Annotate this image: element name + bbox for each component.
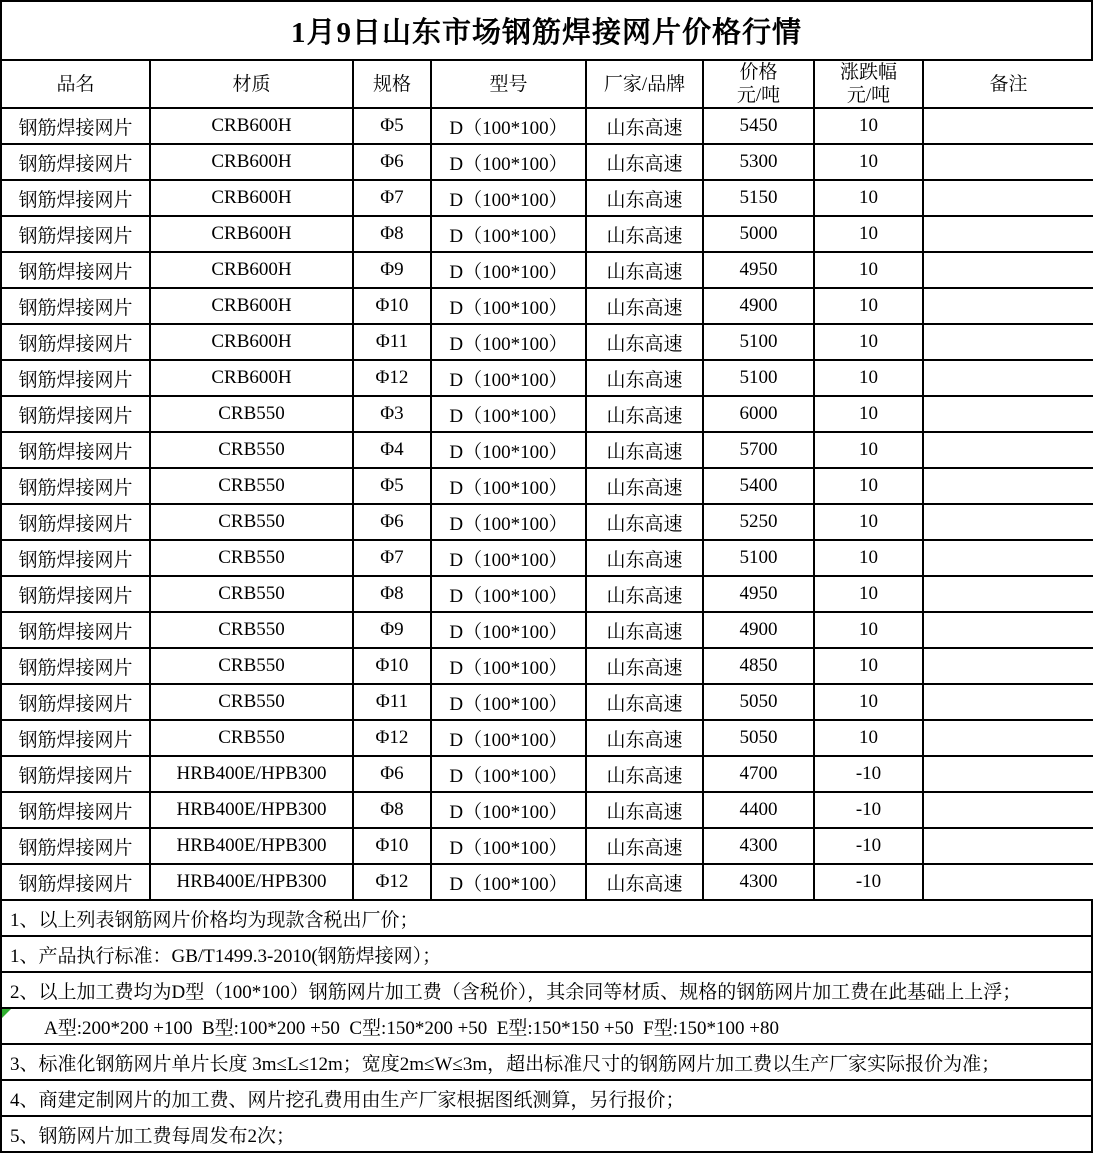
cell-model: D（100*100） xyxy=(431,684,586,720)
cell-price: 5100 xyxy=(703,540,814,576)
cell-spec: Φ5 xyxy=(353,468,431,504)
cell-brand: 山东高速 xyxy=(586,468,703,504)
cell-product: 钢筋焊接网片 xyxy=(1,720,150,756)
column-header-sublabel: 元/吨 xyxy=(736,85,781,106)
column-header-label: 备注 xyxy=(989,73,1028,95)
cell-brand: 山东高速 xyxy=(586,720,703,756)
column-header-label: 价格 xyxy=(739,62,778,83)
cell-model: D（100*100） xyxy=(431,108,586,144)
cell-price: 5450 xyxy=(703,108,814,144)
cell-spec: Φ8 xyxy=(353,576,431,612)
cell-product: 钢筋焊接网片 xyxy=(1,108,150,144)
column-header-price xyxy=(703,60,814,108)
page-title: 1月9日山东市场钢筋焊接网片价格行情 xyxy=(0,0,1093,59)
cell-spec: Φ8 xyxy=(353,216,431,252)
cell-product: 钢筋焊接网片 xyxy=(1,288,150,324)
cell-model: D（100*100） xyxy=(431,468,586,504)
cell-change: 10 xyxy=(814,468,923,504)
cell-product: 钢筋焊接网片 xyxy=(1,684,150,720)
cell-spec: Φ12 xyxy=(353,360,431,396)
note-row xyxy=(0,1117,1093,1153)
column-header-label: 规格 xyxy=(372,73,411,95)
cell-spec: Φ4 xyxy=(353,432,431,468)
cell-material: CRB550 xyxy=(150,468,353,504)
column-header-remark xyxy=(923,60,1093,108)
cell-change: 10 xyxy=(814,396,923,432)
cell-spec: Φ6 xyxy=(353,504,431,540)
cell-product: 钢筋焊接网片 xyxy=(1,828,150,864)
cell-spec: Φ6 xyxy=(353,144,431,180)
cell-material: CRB550 xyxy=(150,396,353,432)
note-row xyxy=(0,937,1093,973)
cell-model: D（100*100） xyxy=(431,432,586,468)
cell-brand: 山东高速 xyxy=(586,864,703,900)
cell-brand: 山东高速 xyxy=(586,828,703,864)
table-row xyxy=(1,684,1093,720)
table-row xyxy=(1,324,1093,360)
cell-product: 钢筋焊接网片 xyxy=(1,144,150,180)
cell-material: HRB400E/HPB300 xyxy=(150,828,353,864)
cell-change: 10 xyxy=(814,288,923,324)
cell-spec: Φ9 xyxy=(353,252,431,288)
cell-price: 5050 xyxy=(703,684,814,720)
cell-price: 5250 xyxy=(703,504,814,540)
table-row xyxy=(1,108,1093,144)
cell-spec: Φ8 xyxy=(353,792,431,828)
note-text: 4、商建定制网片的加工费、网片挖孔费用由生产厂家根据图纸测算，另行报价； xyxy=(10,1089,685,1111)
cell-product: 钢筋焊接网片 xyxy=(1,252,150,288)
column-header-sublabel: 元/吨 xyxy=(846,85,891,106)
cell-remark xyxy=(923,576,1093,612)
cell-material: CRB550 xyxy=(150,648,353,684)
cell-material: HRB400E/HPB300 xyxy=(150,756,353,792)
cell-change: 10 xyxy=(814,720,923,756)
cell-price: 4900 xyxy=(703,288,814,324)
cell-brand: 山东高速 xyxy=(586,288,703,324)
cell-remark xyxy=(923,540,1093,576)
cell-spec: Φ11 xyxy=(353,324,431,360)
cell-spec: Φ3 xyxy=(353,396,431,432)
note-row xyxy=(0,973,1093,1009)
cell-brand: 山东高速 xyxy=(586,180,703,216)
cell-product: 钢筋焊接网片 xyxy=(1,324,150,360)
column-header-material xyxy=(150,60,353,108)
cell-price: 5100 xyxy=(703,324,814,360)
cell-material: CRB550 xyxy=(150,432,353,468)
note-row xyxy=(0,1009,1093,1045)
cell-remark xyxy=(923,396,1093,432)
cell-brand: 山东高速 xyxy=(586,432,703,468)
cell-spec: Φ10 xyxy=(353,288,431,324)
table-row xyxy=(1,288,1093,324)
cell-brand: 山东高速 xyxy=(586,144,703,180)
cell-product: 钢筋焊接网片 xyxy=(1,360,150,396)
cell-brand: 山东高速 xyxy=(586,756,703,792)
table-header xyxy=(1,60,1093,108)
cell-product: 钢筋焊接网片 xyxy=(1,396,150,432)
cell-model: D（100*100） xyxy=(431,828,586,864)
cell-remark xyxy=(923,756,1093,792)
cell-brand: 山东高速 xyxy=(586,324,703,360)
cell-model: D（100*100） xyxy=(431,540,586,576)
table-row xyxy=(1,360,1093,396)
cell-remark xyxy=(923,432,1093,468)
cell-change: 10 xyxy=(814,360,923,396)
cell-material: CRB600H xyxy=(150,324,353,360)
note-text: 1、产品执行标准：GB/T1499.3-2010(钢筋焊接网）； xyxy=(10,945,442,967)
table-row xyxy=(1,648,1093,684)
cell-spec: Φ12 xyxy=(353,864,431,900)
table-row xyxy=(1,468,1093,504)
cell-brand: 山东高速 xyxy=(586,540,703,576)
cell-model: D（100*100） xyxy=(431,288,586,324)
cell-change: 10 xyxy=(814,504,923,540)
cell-brand: 山东高速 xyxy=(586,504,703,540)
cell-change: 10 xyxy=(814,180,923,216)
cell-material: CRB550 xyxy=(150,540,353,576)
column-header-label: 型号 xyxy=(489,73,528,95)
note-text: 2、以上加工费均为D型（100*100）钢筋网片加工费（含税价），其余同等材质、规格的钢筋网片加工费在此基础上上浮； xyxy=(10,981,1022,1003)
table-row xyxy=(1,144,1093,180)
table-row xyxy=(1,504,1093,540)
table-row xyxy=(1,432,1093,468)
cell-spec: Φ7 xyxy=(353,180,431,216)
note-text: A型:200*200 +100 B型:100*200 +50 C型:150*200 +50 E型:150*150 +50 F型:150*100 +80 xyxy=(44,1017,779,1039)
cell-remark xyxy=(923,504,1093,540)
price-table xyxy=(0,59,1093,901)
cell-remark xyxy=(923,612,1093,648)
table-row xyxy=(1,576,1093,612)
column-header-label: 材质 xyxy=(232,73,271,95)
cell-brand: 山东高速 xyxy=(586,216,703,252)
column-header-spec xyxy=(353,60,431,108)
cell-remark xyxy=(923,324,1093,360)
cell-change: 10 xyxy=(814,648,923,684)
cell-brand: 山东高速 xyxy=(586,684,703,720)
cell-product: 钢筋焊接网片 xyxy=(1,792,150,828)
cell-remark xyxy=(923,180,1093,216)
cell-change: 10 xyxy=(814,252,923,288)
cell-product: 钢筋焊接网片 xyxy=(1,648,150,684)
table-row xyxy=(1,864,1093,900)
cell-model: D（100*100） xyxy=(431,360,586,396)
column-header-product xyxy=(1,60,150,108)
cell-material: CRB600H xyxy=(150,144,353,180)
column-header-label: 厂家/品牌 xyxy=(603,73,686,95)
cell-remark xyxy=(923,144,1093,180)
cell-spec: Φ10 xyxy=(353,648,431,684)
cell-remark xyxy=(923,216,1093,252)
cell-remark xyxy=(923,828,1093,864)
note-row xyxy=(0,1045,1093,1081)
cell-price: 5100 xyxy=(703,360,814,396)
cell-remark xyxy=(923,720,1093,756)
column-header-model xyxy=(431,60,586,108)
cell-price: 4900 xyxy=(703,612,814,648)
cell-brand: 山东高速 xyxy=(586,252,703,288)
cell-product: 钢筋焊接网片 xyxy=(1,540,150,576)
column-header-brand xyxy=(586,60,703,108)
cell-change: 10 xyxy=(814,540,923,576)
cell-product: 钢筋焊接网片 xyxy=(1,612,150,648)
cell-change: -10 xyxy=(814,828,923,864)
cell-brand: 山东高速 xyxy=(586,576,703,612)
cell-model: D（100*100） xyxy=(431,720,586,756)
table-row xyxy=(1,828,1093,864)
cell-material: CRB600H xyxy=(150,180,353,216)
cell-product: 钢筋焊接网片 xyxy=(1,504,150,540)
cell-model: D（100*100） xyxy=(431,756,586,792)
notes-section xyxy=(0,901,1093,1153)
cell-brand: 山东高速 xyxy=(586,612,703,648)
cell-remark xyxy=(923,360,1093,396)
cell-price: 4950 xyxy=(703,252,814,288)
cell-change: 10 xyxy=(814,144,923,180)
cell-model: D（100*100） xyxy=(431,216,586,252)
cell-model: D（100*100） xyxy=(431,792,586,828)
cell-remark xyxy=(923,684,1093,720)
cell-product: 钢筋焊接网片 xyxy=(1,756,150,792)
cell-change: -10 xyxy=(814,864,923,900)
cell-model: D（100*100） xyxy=(431,864,586,900)
cell-spec: Φ7 xyxy=(353,540,431,576)
note-row xyxy=(0,1081,1093,1117)
cell-model: D（100*100） xyxy=(431,576,586,612)
cell-product: 钢筋焊接网片 xyxy=(1,576,150,612)
cell-material: CRB550 xyxy=(150,684,353,720)
cell-brand: 山东高速 xyxy=(586,792,703,828)
note-row xyxy=(0,901,1093,937)
cell-error-marker-icon xyxy=(2,1009,11,1018)
table-row xyxy=(1,612,1093,648)
cell-price: 4700 xyxy=(703,756,814,792)
cell-price: 5050 xyxy=(703,720,814,756)
cell-spec: Φ12 xyxy=(353,720,431,756)
cell-product: 钢筋焊接网片 xyxy=(1,432,150,468)
cell-model: D（100*100） xyxy=(431,324,586,360)
cell-change: 10 xyxy=(814,324,923,360)
table-row xyxy=(1,756,1093,792)
cell-remark xyxy=(923,252,1093,288)
cell-brand: 山东高速 xyxy=(586,648,703,684)
cell-change: 10 xyxy=(814,576,923,612)
cell-material: CRB600H xyxy=(150,216,353,252)
table-row xyxy=(1,540,1093,576)
cell-product: 钢筋焊接网片 xyxy=(1,180,150,216)
note-text: 1、以上列表钢筋网片价格均为现款含税出厂价； xyxy=(10,909,419,931)
cell-material: HRB400E/HPB300 xyxy=(150,864,353,900)
cell-price: 5300 xyxy=(703,144,814,180)
table-row xyxy=(1,216,1093,252)
cell-brand: 山东高速 xyxy=(586,396,703,432)
table-row xyxy=(1,180,1093,216)
column-header-label: 涨跌幅 xyxy=(839,62,897,83)
cell-remark xyxy=(923,648,1093,684)
cell-price: 5000 xyxy=(703,216,814,252)
table-row xyxy=(1,792,1093,828)
cell-material: CRB550 xyxy=(150,612,353,648)
cell-material: CRB550 xyxy=(150,576,353,612)
cell-material: CRB550 xyxy=(150,504,353,540)
cell-product: 钢筋焊接网片 xyxy=(1,216,150,252)
cell-model: D（100*100） xyxy=(431,612,586,648)
cell-price: 4850 xyxy=(703,648,814,684)
cell-price: 5150 xyxy=(703,180,814,216)
column-header-change xyxy=(814,60,923,108)
cell-brand: 山东高速 xyxy=(586,360,703,396)
cell-material: CRB550 xyxy=(150,720,353,756)
cell-remark xyxy=(923,468,1093,504)
cell-change: -10 xyxy=(814,792,923,828)
cell-model: D（100*100） xyxy=(431,144,586,180)
cell-price: 4400 xyxy=(703,792,814,828)
table-row xyxy=(1,720,1093,756)
cell-change: 10 xyxy=(814,216,923,252)
header-row xyxy=(1,60,1093,108)
cell-material: CRB600H xyxy=(150,288,353,324)
cell-material: CRB600H xyxy=(150,360,353,396)
cell-change: 10 xyxy=(814,612,923,648)
cell-price: 4300 xyxy=(703,864,814,900)
note-text: 3、标准化钢筋网片单片长度 3m≤L≤12m；宽度2m≤W≤3m，超出标准尺寸的钢筋网片加工费以生产厂家实际报价为准； xyxy=(10,1053,1001,1075)
cell-spec: Φ5 xyxy=(353,108,431,144)
cell-spec: Φ6 xyxy=(353,756,431,792)
cell-remark xyxy=(923,864,1093,900)
cell-change: -10 xyxy=(814,756,923,792)
cell-price: 6000 xyxy=(703,396,814,432)
cell-product: 钢筋焊接网片 xyxy=(1,468,150,504)
cell-brand: 山东高速 xyxy=(586,108,703,144)
cell-material: CRB600H xyxy=(150,108,353,144)
cell-model: D（100*100） xyxy=(431,504,586,540)
cell-material: HRB400E/HPB300 xyxy=(150,792,353,828)
cell-price: 4300 xyxy=(703,828,814,864)
table-body xyxy=(1,108,1093,900)
note-text: 5、钢筋网片加工费每周发布2次； xyxy=(10,1125,296,1147)
cell-spec: Φ9 xyxy=(353,612,431,648)
cell-spec: Φ11 xyxy=(353,684,431,720)
cell-price: 5400 xyxy=(703,468,814,504)
cell-material: CRB600H xyxy=(150,252,353,288)
cell-price: 4950 xyxy=(703,576,814,612)
table-row xyxy=(1,252,1093,288)
cell-spec: Φ10 xyxy=(353,828,431,864)
cell-price: 5700 xyxy=(703,432,814,468)
cell-change: 10 xyxy=(814,684,923,720)
table-row xyxy=(1,396,1093,432)
cell-model: D（100*100） xyxy=(431,180,586,216)
cell-model: D（100*100） xyxy=(431,396,586,432)
cell-remark xyxy=(923,792,1093,828)
column-header-label: 品名 xyxy=(56,73,95,95)
cell-model: D（100*100） xyxy=(431,252,586,288)
cell-model: D（100*100） xyxy=(431,648,586,684)
cell-remark xyxy=(923,108,1093,144)
cell-remark xyxy=(923,288,1093,324)
cell-product: 钢筋焊接网片 xyxy=(1,864,150,900)
cell-change: 10 xyxy=(814,432,923,468)
cell-change: 10 xyxy=(814,108,923,144)
